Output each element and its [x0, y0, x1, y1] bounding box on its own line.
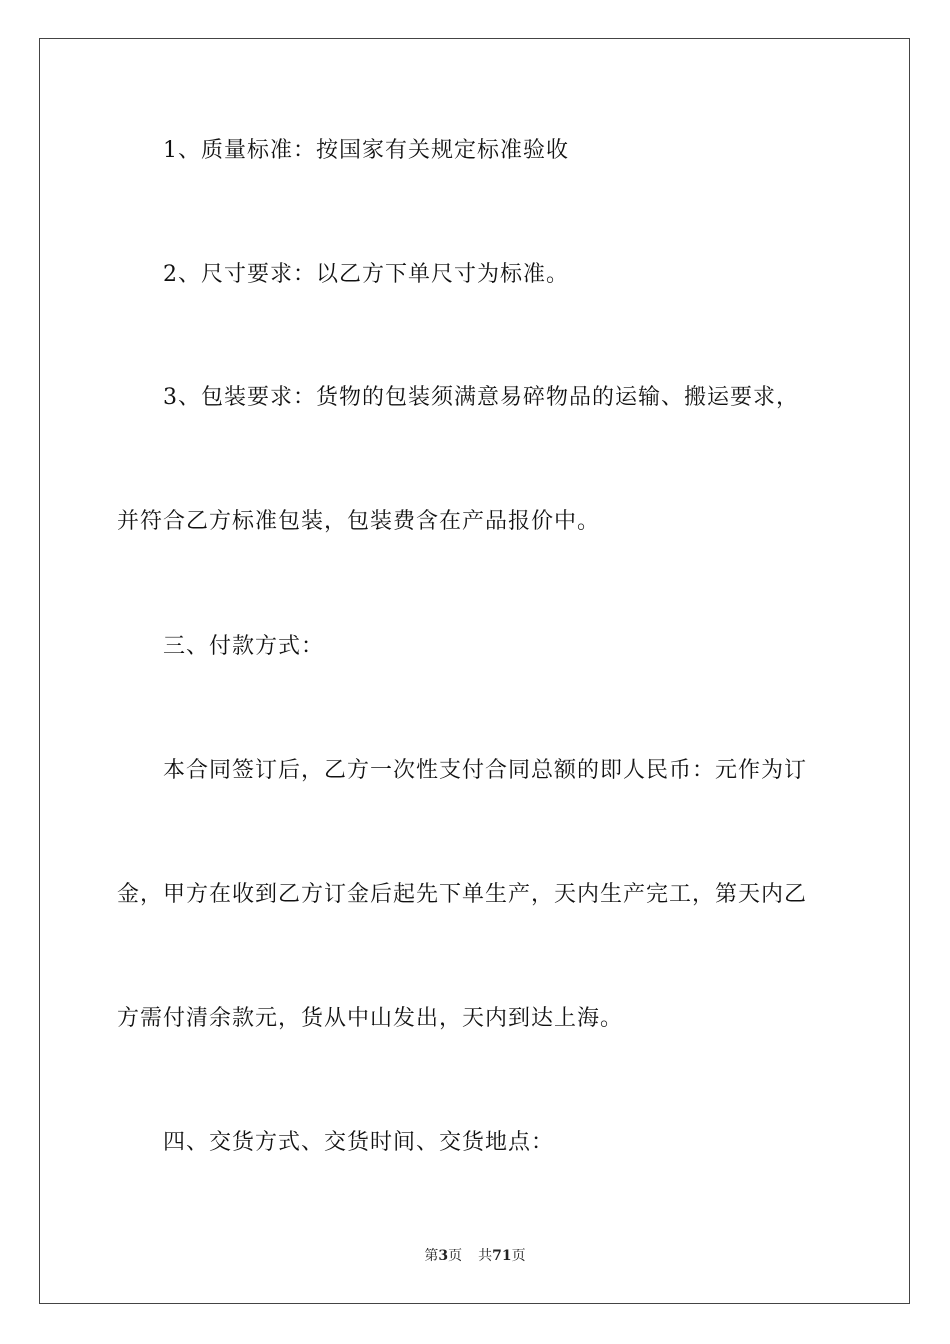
clause-quality-standard: 1、质量标准：按国家有关规定标准验收	[163, 138, 569, 163]
footer-page-prefix: 第	[424, 1248, 439, 1264]
clause-size-requirement: 2、尺寸要求：以乙方下单尺寸为标准。	[163, 262, 569, 287]
page-frame	[39, 38, 910, 1304]
footer-total-prefix: 共	[478, 1248, 493, 1264]
footer-total-pages: 71	[492, 1248, 512, 1264]
payment-paragraph-line-2: 金，甲方在收到乙方订金后起先下单生产，天内生产完工，第天内乙	[117, 882, 808, 907]
footer-total-suffix: 页	[511, 1248, 526, 1264]
payment-paragraph-line-1: 本合同签订后，乙方一次性支付合同总额的即人民币：元作为订	[163, 758, 808, 783]
section-heading-payment: 三、付款方式：	[163, 634, 325, 659]
footer-page-number: 3	[438, 1248, 449, 1264]
footer-page-suffix: 页	[448, 1248, 463, 1264]
clause-packaging-requirement: 3、包装要求：货物的包装须满意易碎物品的运输、搬运要求，	[163, 385, 799, 410]
section-heading-delivery: 四、交货方式、交货时间、交货地点：	[163, 1130, 555, 1155]
clause-packaging-continued: 并符合乙方标准包装，包装费含在产品报价中。	[117, 509, 601, 534]
page-footer	[0, 1247, 950, 1265]
payment-paragraph-line-3: 方需付清余款元，货从中山发出，天内到达上海。	[117, 1006, 624, 1031]
